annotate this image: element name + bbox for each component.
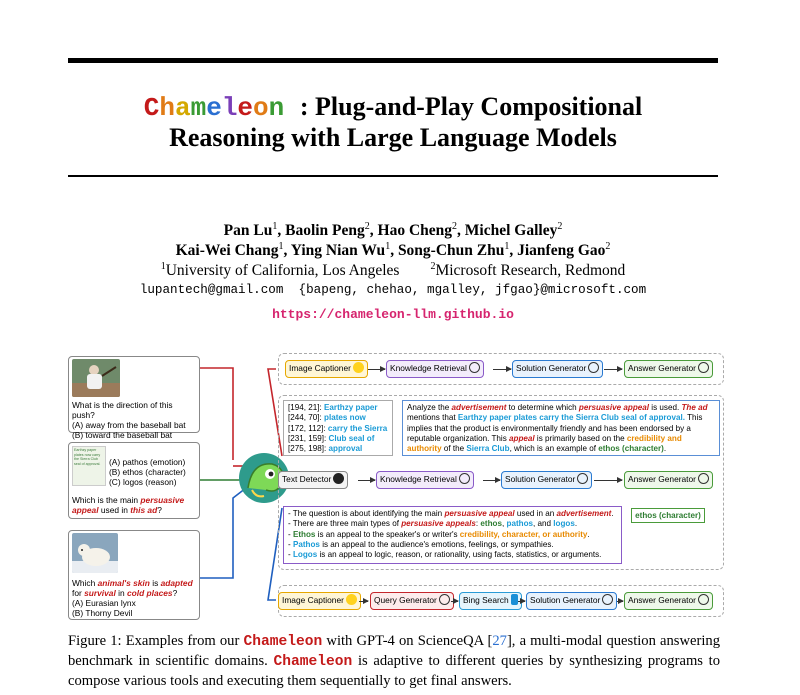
gear-icon — [698, 362, 709, 373]
knowledge-output-box: - The question is about identifying the main persuasive appeal used in an advertisement. - There are three main types of persuasive appeals: ethos, pathos, and logos. - Ethos is an appeal to the speaker's or writer's credibility, character, or authority. - Pathos is an appeal to the audience's emotions, feelings, or sympathies. - Logos is an appeal to logic, reason, or rationality, using facts, statistics, or arguments. — [283, 506, 622, 564]
openai-icon — [439, 594, 450, 605]
title-letter: e — [206, 93, 222, 123]
module-solution-generator: Solution Generator — [526, 592, 617, 610]
module-knowledge-retrieval: Knowledge Retrieval — [386, 360, 484, 378]
authors-line1: Pan Lu$^1$, Baolin Peng$^2$, Hao Cheng$^2$, Michel Galley$^2$ — [223, 221, 563, 240]
gear-icon — [698, 473, 709, 484]
title-letter: a — [174, 93, 191, 123]
q3-question: Which animal's skin is adapted for survival in cold places? — [72, 578, 193, 598]
smiley-icon — [346, 594, 357, 605]
bing-icon — [511, 594, 518, 605]
title-letter: m — [190, 93, 207, 123]
arrow — [594, 480, 622, 481]
figure-1 — [68, 338, 728, 623]
title-line2: Reasoning with Large Language Models — [169, 123, 617, 152]
chameleon-name: Chameleon — [273, 654, 353, 670]
ocr-output-box: [194, 21]: Earthzy paper [244, 70]: plates now [172, 112]: carry the Sierra [231, 159]: Club seal of [275, 198]: approval — [283, 400, 393, 456]
caption-label: Figure 1: — [68, 633, 122, 649]
module-image-captioner: Image Captioner — [285, 360, 368, 378]
q2-option-a: (A) pathos (emotion) — [109, 457, 186, 467]
q2-option-b: (B) ethos (character) — [109, 467, 186, 477]
q1-option-a: (A) away from the baseball bat — [72, 420, 186, 430]
gear-icon — [698, 594, 709, 605]
q1-option-b: (B) toward the baseball bat — [72, 430, 173, 440]
module-knowledge-retrieval: Knowledge Retrieval — [376, 471, 474, 489]
project-url-link[interactable]: https://chameleon-llm.github.io — [272, 307, 514, 322]
module-answer-generator: Answer Generator — [624, 471, 713, 489]
module-bing-search: Bing Search — [459, 592, 522, 610]
title-letter: l — [221, 93, 238, 123]
q3-option-b: (B) Thorny Devil — [72, 608, 133, 618]
openai-icon — [459, 473, 470, 484]
title-letter: h — [159, 93, 175, 123]
q1-question: What is the direction of this push? — [72, 400, 173, 420]
q2-question: Which is the main persuasive appeal used in this ad? — [72, 495, 185, 515]
module-answer-generator: Answer Generator — [624, 360, 713, 378]
arrow — [493, 369, 511, 370]
module-query-generator: Query Generator — [370, 592, 454, 610]
top-rule — [68, 58, 718, 63]
chameleon-name — [144, 93, 300, 123]
module-text-detector: Text Detector — [278, 471, 348, 489]
module-solution-generator: Solution Generator — [501, 471, 592, 489]
ad-image: Earthzy paper plates now carry the Sierra Club seal of approval. — [72, 446, 106, 486]
module-image-captioner: Image Captioner — [278, 592, 361, 610]
solution-output-box: Analyze the advertisement to determine which persuasive appeal is used. The ad mentions that Earthzy paper plates carry the Sierra Club seal of approval. This implies that the product is environmentally friendly and has been endorsed by a reputable organization. This appeal is primarily based on the credibility and authority of the Sierra Club, which is an example of ethos (character). — [402, 400, 720, 456]
arrow — [368, 369, 385, 370]
affiliations: $^1$University of California, Los Angeles $^2$Microsoft Research, Redmond — [160, 261, 626, 280]
arrow — [359, 601, 368, 602]
title-letter: n — [268, 93, 285, 123]
title-letter: e — [237, 93, 254, 123]
smiley-icon — [353, 362, 364, 373]
openai-icon — [577, 473, 588, 484]
arrow — [617, 601, 623, 602]
arrow — [358, 480, 375, 481]
citation-link[interactable]: 27 — [492, 633, 507, 649]
openai-icon — [469, 362, 480, 373]
authors-line2: Kai-Wei Chang$^1$, Ying Nian Wu$^1$, Song-Chun Zhu$^1$, Jianfeng Gao$^2$ — [175, 241, 611, 260]
arrow — [604, 369, 622, 370]
openai-icon — [602, 594, 613, 605]
github-icon — [333, 473, 344, 484]
paper-title — [68, 92, 718, 153]
title-letter: C — [143, 93, 160, 123]
module-solution-generator: Solution Generator — [512, 360, 603, 378]
arrow — [483, 480, 500, 481]
answer-output-box: ethos (character) — [631, 508, 705, 523]
q3-option-a: (A) Eurasian lynx — [72, 598, 136, 608]
emails: lupantech@gmail.com {bapeng, chehao, mgalley, jfgao}@microsoft.com — [139, 283, 647, 297]
arrow — [451, 601, 458, 602]
openai-icon — [588, 362, 599, 373]
arrow — [518, 601, 525, 602]
title-letter: o — [253, 93, 269, 123]
title-line1-rest: : Plug-and-Play Compositional — [299, 92, 643, 121]
module-answer-generator: Answer Generator — [624, 592, 713, 610]
q2-option-c: (C) logos (reason) — [109, 477, 177, 487]
chameleon-name: Chameleon — [243, 634, 323, 650]
title-bottom-rule — [68, 175, 718, 177]
figure-caption: Figure 1: Examples from our Chameleon with GPT-4 on ScienceQA [27], a multi-modal question answering benchmark in scientific domains. Chameleon is adaptive to different queries by synthesizing programs to compose various tools and executing them sequentially to get final answers. — [68, 633, 720, 689]
